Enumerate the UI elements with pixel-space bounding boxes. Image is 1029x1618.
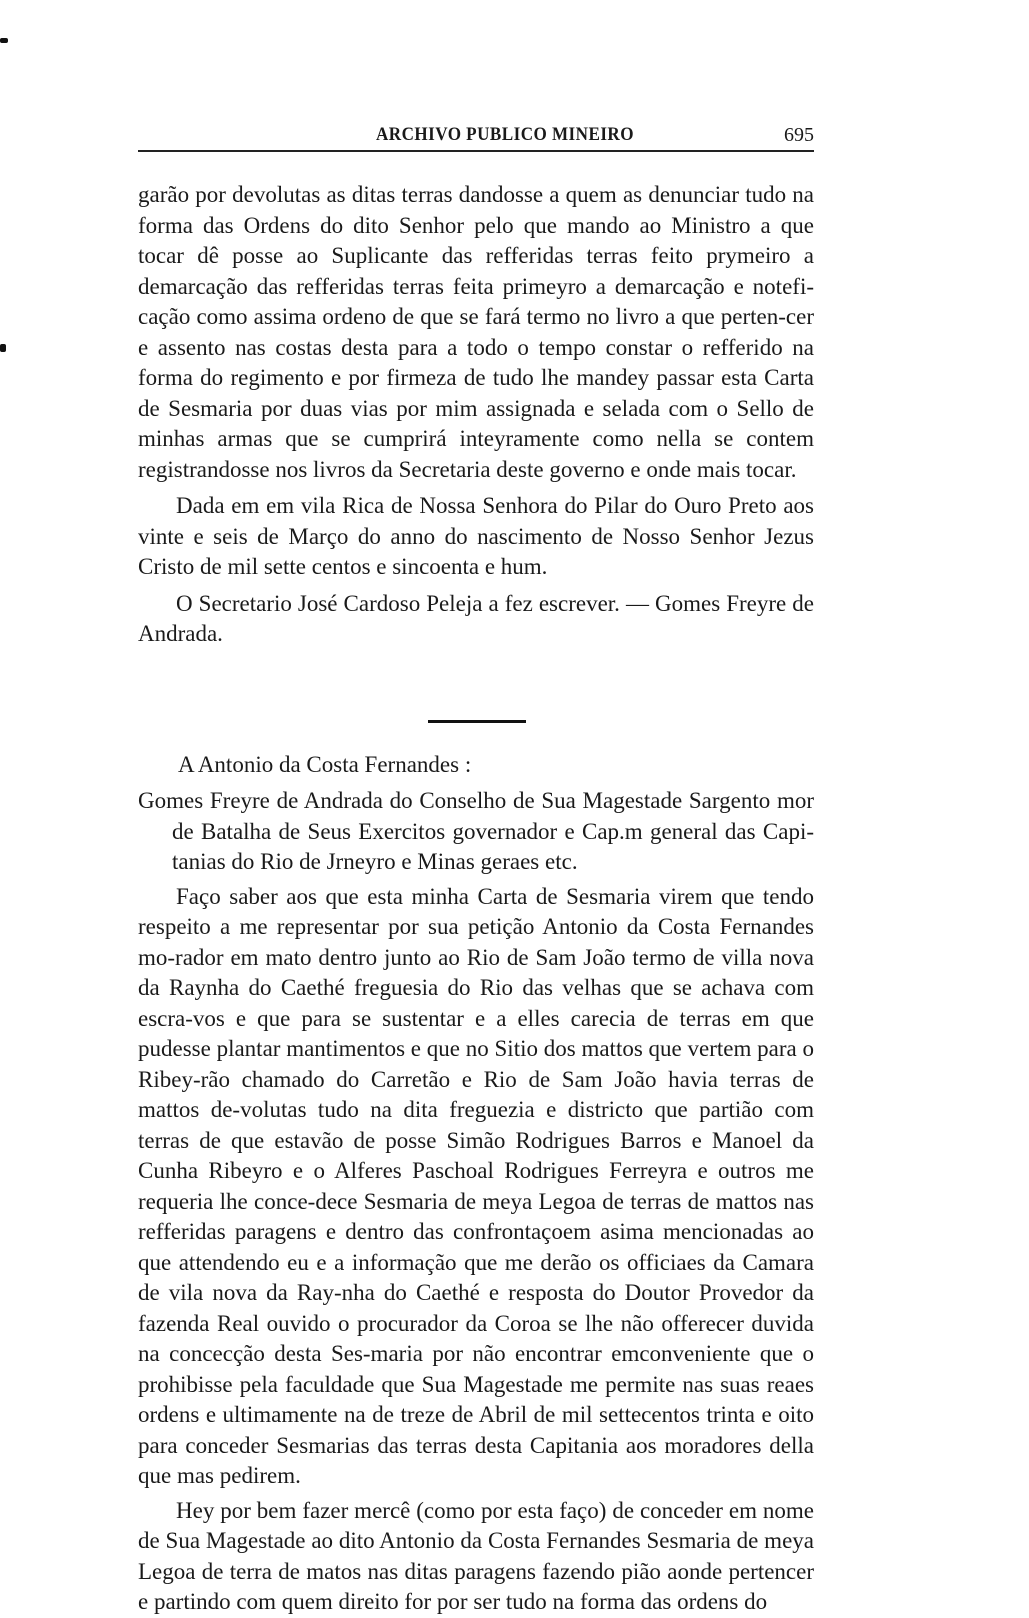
previous-charter-ending <box>138 180 814 650</box>
paragraph: O Secretario José Cardoso Peleja a fez escrever. — Gomes Freyre de Andrada. <box>138 590 814 646</box>
scan-edge-mark <box>0 344 6 352</box>
running-header <box>138 118 818 154</box>
header-rule <box>138 150 814 152</box>
paragraph: Dada em em vila Rica de Nossa Senhora do Pilar do Ouro Preto aos vinte e seis de Março do anno do nascimento de Nosso Senhor Jezus Cristo de mil sette centos e sincoenta e hum. <box>138 493 814 579</box>
header-title: ARCHIVO PUBLICO MINEIRO <box>376 124 634 145</box>
paragraph: Hey por bem fazer mercê (como por esta faço) de conceder em nome de Sua Magestade ao dito Antonio da Costa Fernandes Sesmaria de meya Legoa de terra de matos nas ditas paragens fazendo pião aonde pertencer e partindo com quem direito for por ser tudo na forma das ordens do <box>138 1497 814 1614</box>
addressee-heading: A Antonio da Costa Fernandes : <box>178 752 472 777</box>
paragraph: garão por devolutas as ditas terras dandosse a quem as denunciar tudo na forma das Ordens do dito Senhor pelo que mando ao Ministro a que tocar dê posse ao Suplicante das refferidas terras feito prymeiro a demarcação das refferidas terras feita primeyro a demarcação e notefi-cação como assima ordeno de que se fará termo no livro a que perten-cer e assento nas costas desta para a todo o tempo constar o refferido na forma do regimento e por firmeza de tudo lhe mandey passar esta Carta de Sesmaria por duas vias por mim assignada e selada com o Sello de minhas armas que se cumprirá inteyramente como nella se contem registrandosse nos livros da Secretaria deste governo e onde mais tocar. <box>138 182 814 482</box>
page-number: 695 <box>784 124 814 146</box>
paragraph: Faço saber aos que esta minha Carta de Sesmaria virem que tendo respeito a me representar por sua petição Antonio da Costa Fernandes mo-rador em mato dentro junto ao Rio de Sam João termo de villa nova da Raynha do Caethé freguesia do Rio das velhas que se achava com escra-vos e que para se sustentar e a elles carecia de terras em que pudesse plantar mantimentos e que no Sitio dos mattos que vertem para o Ribey-rão chamado do Carretão e Rio de Sam João havia terras de mattos de-volutas tudo na dita freguezia e districto que partião com terras de que estavão de posse Simão Rodrigues Barros e Manoel da Cunha Ribeyro e o Alferes Paschoal Rodrigues Ferreyra e outros me requeria lhe conce-dece Sesmaria de meya Legoa de terras de mattos nas refferidas paragens e dentro das confrontaçoem asima mencionadas ao que attendendo eu e a informação que me derão os officiaes da Camara de vila nova da Ray-nha do Caethé e resposta do Doutor Provedor da fazenda Real ouvido o procurador da Coroa se lhe não offerecer duvida na concecção desta Ses-maria por não encontrar emconveniente que o prohibisse pela faculdade que Sua Magestade me permite nas suas reaes ordens e ultimamente na de treze de Abril de mil settecentos trinta e oito para conceder Sesmarias das terras desta Capitania aos moradores della que mas pedirem. <box>138 883 814 1488</box>
sesmaria-charter <box>138 786 814 1618</box>
scan-edge-mark <box>0 38 8 43</box>
paragraph: Gomes Freyre de Andrada do Conselho de Sua Magestade Sargento mor de Batalha de Seus Exercitos governador e Cap.m general das Capi-tanias do Rio de Jrneyro e Minas geraes etc. <box>138 788 814 874</box>
section-separator <box>428 720 526 723</box>
